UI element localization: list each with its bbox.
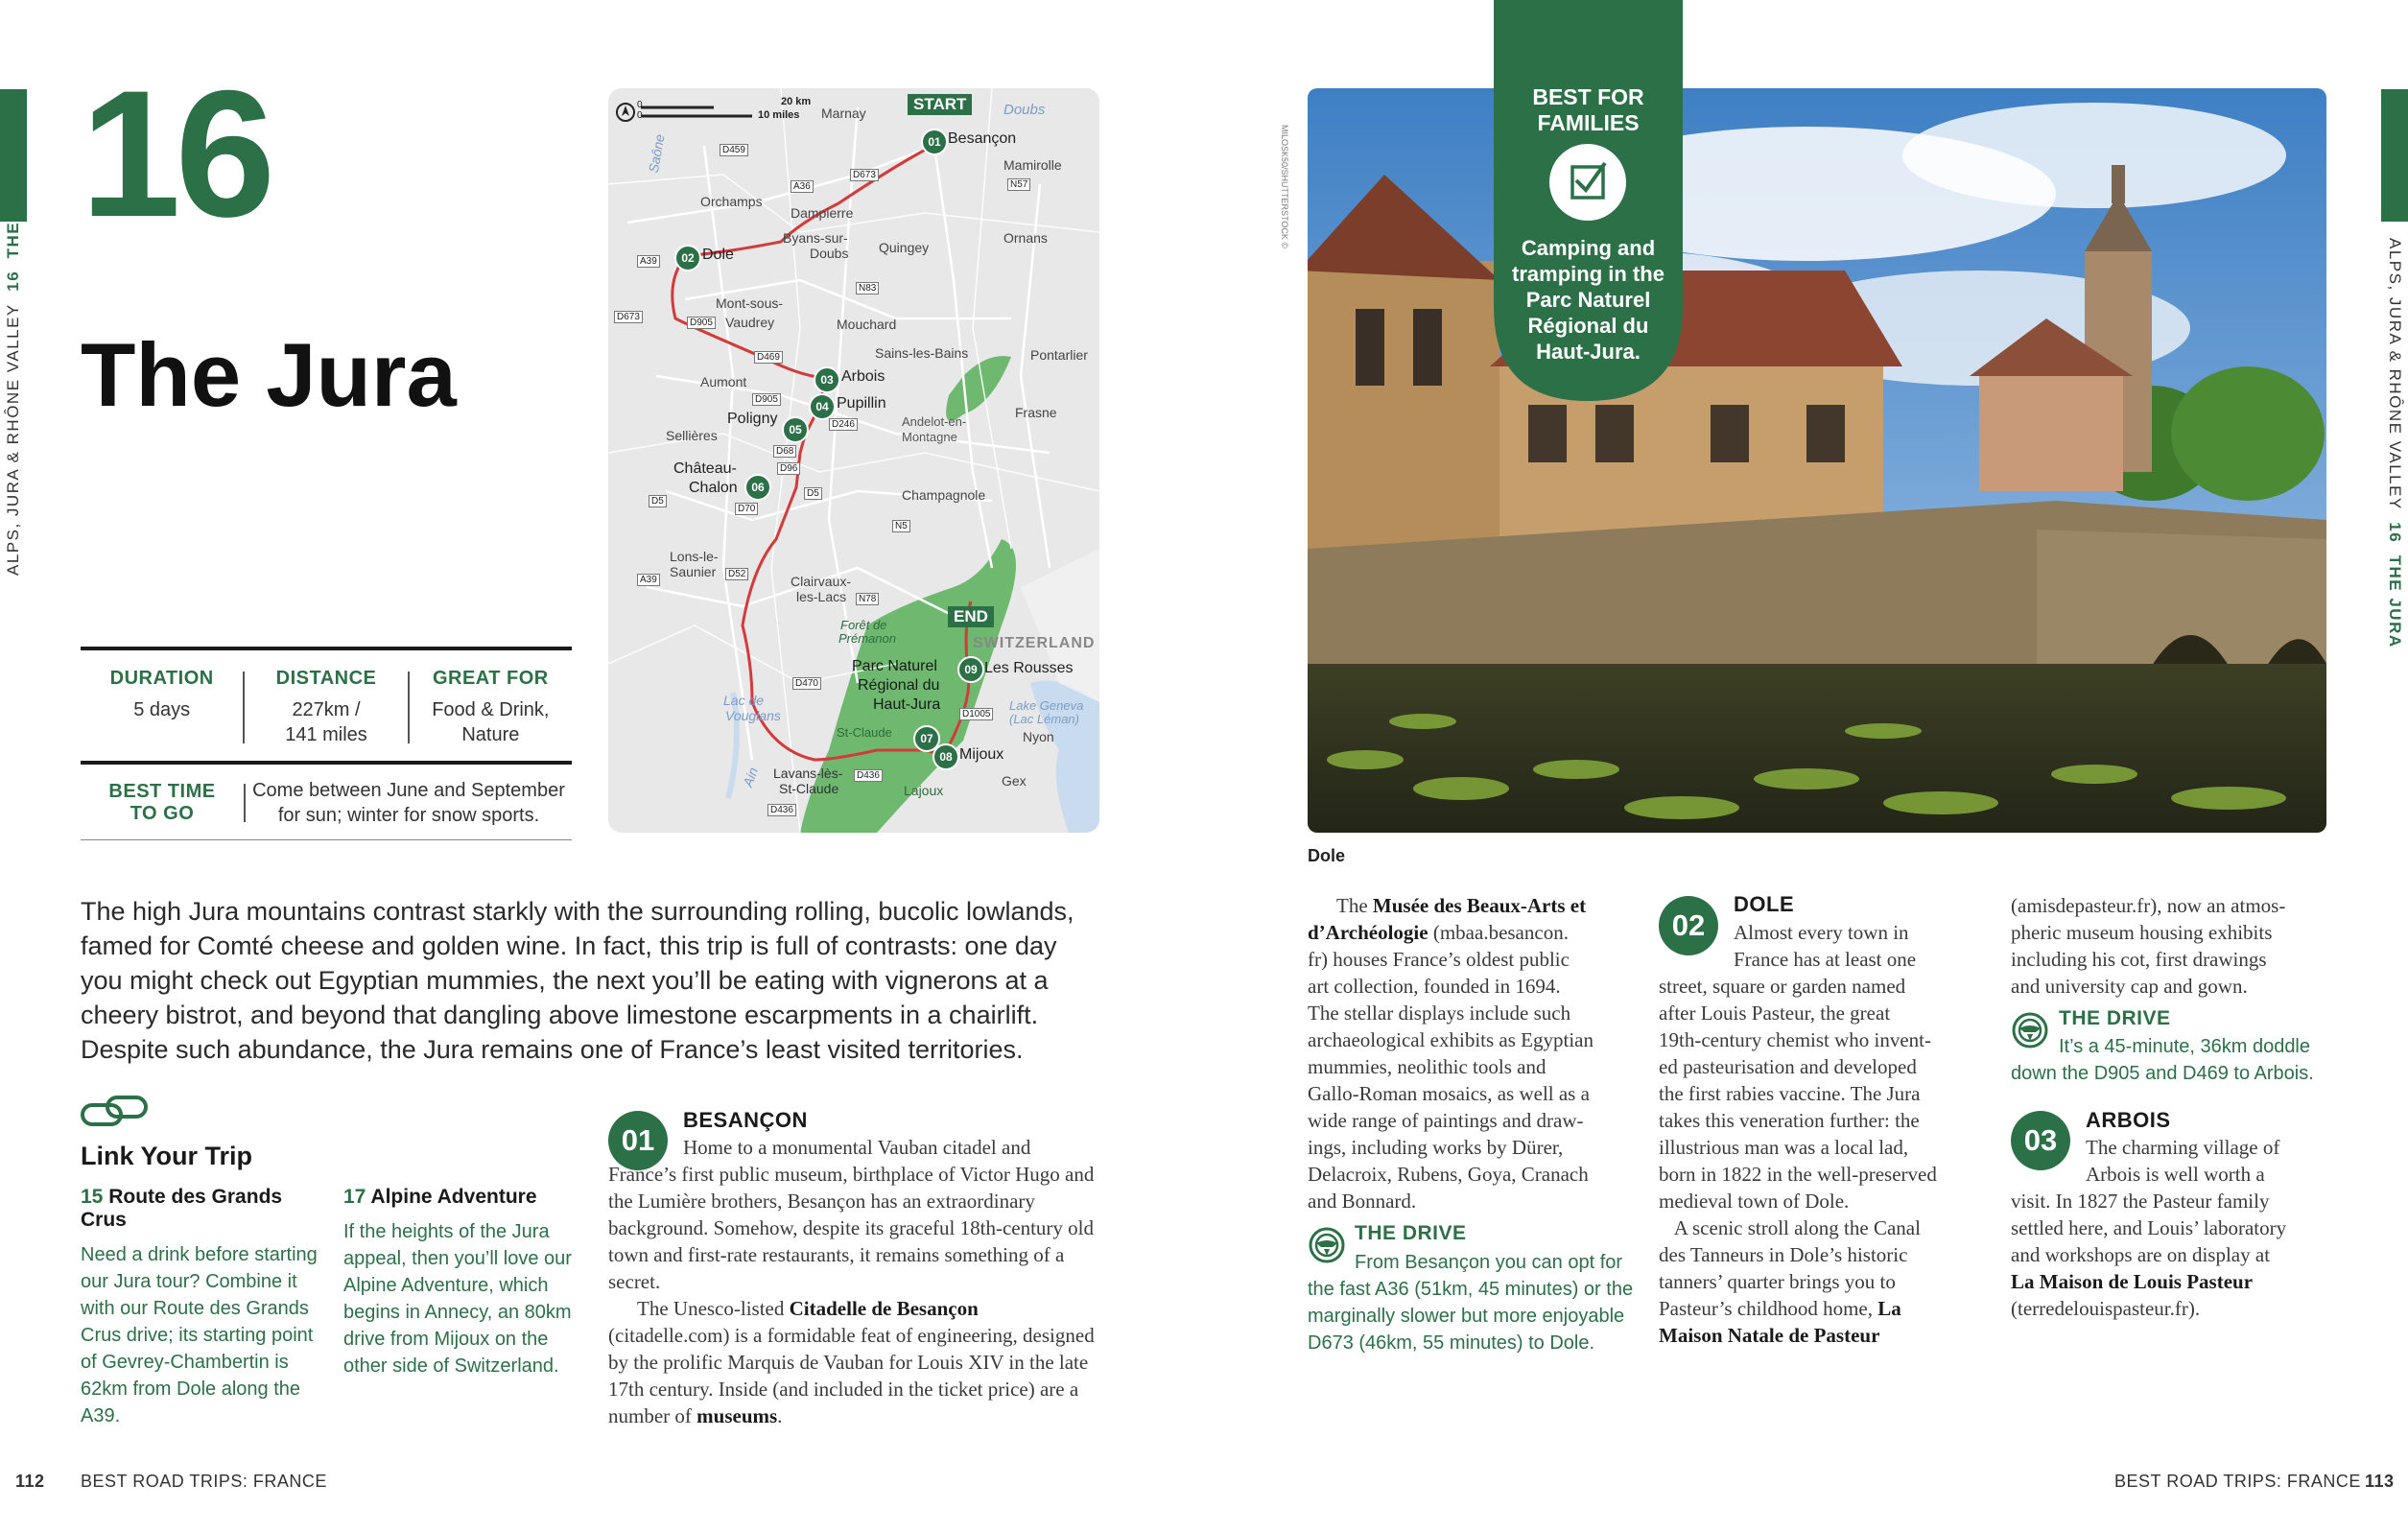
map-stop-06: 06 [744, 474, 771, 501]
map-place-label: Mont-sous- [716, 295, 784, 311]
map-water-label: (Lac Léman) [1009, 712, 1079, 726]
trip-facts [81, 647, 572, 840]
drive-heading-1: THE DRIVE [1355, 1222, 1467, 1244]
stop-badge-03: 03 [2011, 1111, 2070, 1170]
drive-text-2: It’s a 45-minute, 36km doddle down the D905 and D469 to Arbois. [2011, 1036, 2314, 1084]
map-stop-name: Mijoux [959, 746, 1004, 763]
col1-line: fr) houses France’s oldest public [1308, 948, 1570, 971]
stop-badge-02: 02 [1659, 896, 1718, 955]
stop-01-text: Home to a monumental Vauban citadel and France’s first public museum, birthplace of Victor Hugo and the Lumière brothers, Besançon has an extraordinary background. Somehow, despite its graceful 18th-century old town and first-rate restaurants, it remains something of a secret. [608, 1136, 1095, 1293]
map-place-label: St-Claude [837, 725, 892, 740]
map-place-label: Chalon [689, 480, 738, 496]
col2-line: born in 1822 in the well-preserved [1659, 1163, 1937, 1186]
map-scale-zero-2: 0 [637, 110, 643, 121]
col2-line: des Tanneurs in Dole’s historic [1659, 1243, 1908, 1266]
distance-value-km: 227km / [292, 699, 361, 720]
duration-label: DURATION [109, 668, 214, 689]
map-stop-03: 03 [814, 366, 840, 393]
map-stop-07: 07 [913, 725, 940, 752]
map-water-label: Ain [740, 765, 762, 790]
col3-line: and workshops are on display at [2011, 1243, 2271, 1266]
distance-label: DISTANCE [275, 668, 377, 689]
map-road-label: D436 [767, 804, 796, 816]
map-place-label: Forêt de [840, 618, 887, 632]
col2-line: street, square or garden named [1659, 975, 1906, 998]
great-for-value-1: Food & Drink, [432, 699, 550, 720]
col2-line: Maison Natale de Pasteur [1659, 1324, 1880, 1347]
map-place-label: Champagnole [902, 487, 986, 503]
link-your-trip-title: Link Your Trip [81, 1142, 253, 1170]
stop-badge-01: 01 [608, 1111, 668, 1170]
col1-line: Delacroix, Rubens, Goya, Cranach [1308, 1163, 1589, 1186]
map-scale-zero: 0 [637, 100, 643, 110]
map-park-label: Haut-Jura [873, 696, 941, 713]
col3-line: The charming village of [2086, 1136, 2280, 1159]
map-place-label: les-Lacs [796, 589, 847, 604]
map-water-label: Vouglans [725, 708, 781, 723]
link-item-route-des-grands-crus[interactable]: 15 Route des Grands Crus Need a drink before starting our Jura tour? Combine it with our Route des Grands Crus drive; its starting point of Gevrey-Chambertin is 62km from Dole along the A39. [81, 1186, 318, 1426]
chapter-number: 16 [81, 53, 271, 254]
duration-fact [81, 668, 243, 747]
map-road-label: N83 [856, 282, 879, 295]
link-item-alpine-adventure[interactable]: 17 Alpine Adventure If the heights of the Jura appeal, then you’ll love our Alpine Adventure, which begins in Annecy, an 80km drive from Mijoux on the other side of Switzerland. [343, 1186, 572, 1377]
column-3-text [2011, 892, 2337, 1000]
map-road-label: D469 [754, 351, 783, 364]
intro-paragraph: The high Jura mountains contrast starkly with the surrounding rolling, bucolic lowlands, famed for Comté cheese and golden wine. In fact, this trip is full of contrasts: one day you might check out Egyptian mummies, the next you’ll be eating with vignerons at a cheery bistrot, and beyond that dangling above limestone escarpments in a chairlift. Despite such abundance, the Jura remains one of France’s least visited territories. [81, 897, 1074, 1064]
map-road-label: D1005 [959, 708, 993, 720]
map-place-label: Dampierre [791, 205, 854, 221]
col1-line: and Bonnard. [1308, 1190, 1417, 1213]
map-place-label: Ornans [1003, 230, 1048, 246]
col2-line: France has at least one [1734, 948, 1917, 971]
map-road-label: D470 [792, 677, 821, 690]
photo-caption: Dole [1308, 846, 1346, 865]
route-map [608, 88, 1099, 833]
map-park-label: Régional du [858, 677, 940, 694]
col2-line: tanners’ quarter brings you to [1659, 1270, 1896, 1293]
map-place-label: Frasne [1015, 405, 1057, 420]
great-for-label: GREAT FOR [432, 668, 549, 689]
page-number-right: 113 [2365, 1472, 2395, 1491]
map-place-label: Gex [1002, 773, 1027, 789]
map-place-label: Marnay [821, 106, 866, 121]
banner-description: Camping and tramping in the Parc Naturel Régional du Haut-Jura. [1512, 236, 1664, 364]
map-end-flag: END [948, 606, 994, 627]
duration-value: 5 days [133, 699, 191, 720]
banner-title: BEST FOR FAMILIES [1532, 84, 1644, 135]
map-place-label: Sellières [666, 428, 718, 443]
col3-line: (amisdepasteur.fr), now an atmos- [2011, 894, 2286, 917]
map-stop-name: Les Rousses [984, 660, 1074, 676]
map-place-label: Château- [673, 460, 737, 477]
map-road-label: D246 [829, 418, 858, 431]
col3-line: settled here, and Louis’ laboratory [2011, 1216, 2287, 1239]
map-place-label: Andelot-en- [902, 414, 967, 429]
map-road-label: D436 [854, 769, 883, 782]
map-road-label: D459 [720, 144, 748, 156]
map-place-label: Sains-les-Bains [875, 345, 969, 361]
map-place-label: Lajoux [904, 783, 944, 798]
col3-line: Arbois is well worth a [2086, 1163, 2265, 1186]
map-stop-name: Pupillin [837, 395, 886, 412]
map-road-label: A36 [791, 180, 814, 193]
stop-01-text-2: The Unesco-listed Citadelle de Besançon (citadelle.com) is a formidable feat of engineering, designed by the prolific Marquis de Vauban for Louis XIV in the late 17th century. Inside (and included in the ticket price) are a number of museums. [608, 1297, 1095, 1427]
map-place-label: Nyon [1023, 729, 1054, 744]
map-place-label: Vaudrey [725, 315, 775, 330]
map-road-label: D673 [614, 311, 643, 323]
drive-text-1: From Besançon you can opt for the fast A36 (51km, 45 minutes) or the marginally slower but more enjoyable D673 (46km, 55 minutes) to Dole. [1308, 1252, 1634, 1354]
map-scale-miles: 10 miles [758, 109, 800, 121]
side-running-head-right: ALPS, JURA & RHÔNE VALLEY 16 THE JURA [2386, 238, 2404, 648]
stop-heading-arbois: ARBOIS [2086, 1108, 2171, 1132]
map-road-label: N57 [1007, 178, 1030, 191]
map-country-label: SWITZERLAND [973, 635, 1096, 651]
map-road-label: D70 [735, 503, 758, 515]
dole-photo [1308, 88, 2326, 833]
col1-line: The Musée des Beaux-Arts et [1336, 894, 1587, 917]
map-place-label: Quingey [879, 240, 930, 255]
column-1-text [1308, 892, 1634, 1214]
map-road-label: D96 [777, 462, 800, 475]
drive-heading-2: THE DRIVE [2059, 1007, 2171, 1029]
map-place-label: Montagne [902, 430, 957, 444]
map-road-label: A39 [637, 255, 660, 268]
map-place-label: Doubs [810, 246, 849, 261]
map-stop-05: 05 [782, 416, 809, 443]
map-stop-09: 09 [957, 656, 984, 683]
col2-line: Almost every town in [1734, 921, 1909, 944]
map-place-label: Saunier [670, 564, 717, 579]
map-road-label: D5 [804, 487, 822, 500]
map-place-label: Mamirolle [1003, 157, 1062, 173]
col1-line: wide range of paintings and draw- [1308, 1109, 1584, 1132]
map-place-label: Mouchard [837, 317, 897, 332]
distance-value-miles: 141 miles [285, 724, 367, 745]
col1-line: archaeological exhibits as Egyptian [1308, 1028, 1594, 1051]
map-water-label: Lac de [723, 693, 765, 708]
col1-line: ings, including works by Dürer, [1308, 1136, 1564, 1159]
map-stop-name: Besançon [948, 130, 1017, 147]
best-time-label: BEST TIME TO GO [108, 781, 216, 824]
map-place-label: Poligny [727, 411, 778, 427]
great-for-value-2: Nature [461, 724, 520, 745]
col2-line: ed pasteurisation and developed [1659, 1055, 1917, 1078]
col1-line: mummies, neolithic tools and [1308, 1055, 1546, 1078]
map-park-label: Parc Naturel [852, 658, 937, 674]
distance-fact [245, 668, 407, 747]
map-place-label: Aumont [700, 374, 747, 389]
col3-line: (terredelouispasteur.fr). [2011, 1297, 2201, 1320]
map-road-label: D905 [687, 317, 716, 329]
best-time-value: Come between June and September for sun; winter for snow sports. [252, 780, 565, 826]
col3-line: and university cap and gown. [2011, 975, 2248, 998]
map-stop-name: Arbois [841, 368, 885, 385]
map-place-label: Clairvaux- [791, 574, 852, 589]
col2-line: Pasteur’s childhood home, La [1659, 1297, 1901, 1320]
col2-line: takes this veneration further: the [1659, 1109, 1920, 1132]
col1-line: The stellar displays include such [1308, 1002, 1571, 1025]
map-stop-01: 01 [921, 129, 948, 155]
map-place-label: Lavans-lès- [773, 766, 843, 781]
map-road-label: N78 [856, 593, 879, 605]
map-road-label: D5 [649, 495, 667, 507]
map-place-label: Lons-le- [670, 549, 719, 564]
map-road-label: D673 [850, 169, 879, 181]
col2-line: the first rabies vaccine. The Jura [1659, 1082, 1921, 1105]
map-road-label: D52 [725, 568, 748, 580]
page-title: The Jura [81, 324, 457, 425]
col3-line: pheric museum housing exhibits [2011, 921, 2273, 944]
map-stop-04: 04 [809, 393, 836, 420]
col1-line: Gallo-Roman mosaics, as well as a [1308, 1082, 1590, 1105]
map-start-flag: START [908, 94, 972, 115]
footer-right: BEST ROAD TRIPS: FRANCE [2114, 1472, 2361, 1491]
col3-line: visit. In 1827 the Pasteur family [2011, 1190, 2270, 1213]
col3-line: La Maison de Louis Pasteur [2011, 1270, 2254, 1293]
map-road-label: D68 [773, 445, 796, 458]
col2-line: 19th-century chemist who invent- [1659, 1028, 1932, 1051]
col3-line: including his cot, first drawings [2011, 948, 2267, 971]
col2-line: after Louis Pasteur, the great [1659, 1002, 1891, 1025]
map-place-label: Pontarlier [1030, 347, 1088, 363]
map-stop-02: 02 [674, 245, 701, 271]
chain-link-icon [81, 1094, 148, 1130]
map-place-label: Orchamps [700, 194, 763, 209]
col2-line: illustrious man was a local lad, [1659, 1136, 1909, 1159]
side-running-head-left: ALPS, JURA & RHÔNE VALLEY 16 THE JURA [4, 165, 22, 576]
map-place-label: Prémanon [838, 631, 896, 646]
map-place-label: St-Claude [779, 781, 839, 796]
stop-heading-dole: DOLE [1734, 892, 1795, 916]
photo-credit: MILOSK50/SHUTTERSTOCK © [1280, 125, 1289, 248]
map-road-label: A39 [637, 574, 660, 586]
map-road-label: D905 [752, 393, 781, 406]
great-for-fact [410, 668, 572, 747]
map-water-label: Saône [645, 132, 668, 175]
col1-line: d’Archéologie (mbaa.besancon. [1308, 921, 1569, 944]
footer-left: BEST ROAD TRIPS: FRANCE [81, 1472, 327, 1491]
column-2-text [1659, 919, 1985, 1349]
map-place-label: Byans-sur- [783, 230, 848, 246]
map-stop-08: 08 [933, 743, 959, 770]
chapter-tab-right [2381, 89, 2408, 222]
map-stop-name: Dole [702, 247, 734, 263]
map-scale-km: 20 km [781, 96, 812, 107]
map-water-label: Doubs [1003, 102, 1046, 118]
map-water-label: Lake Geneva [1009, 698, 1084, 713]
col2-line: A scenic stroll along the Canal [1659, 1216, 1921, 1239]
stop-heading-besancon: BESANÇON [683, 1108, 808, 1132]
map-road-label: N5 [892, 520, 910, 532]
page-number-left: 112 [15, 1472, 45, 1491]
col1-line: art collection, founded in 1694. [1308, 975, 1561, 998]
column-3-text-2 [2011, 1134, 2337, 1322]
col2-line: medieval town of Dole. [1659, 1190, 1850, 1213]
